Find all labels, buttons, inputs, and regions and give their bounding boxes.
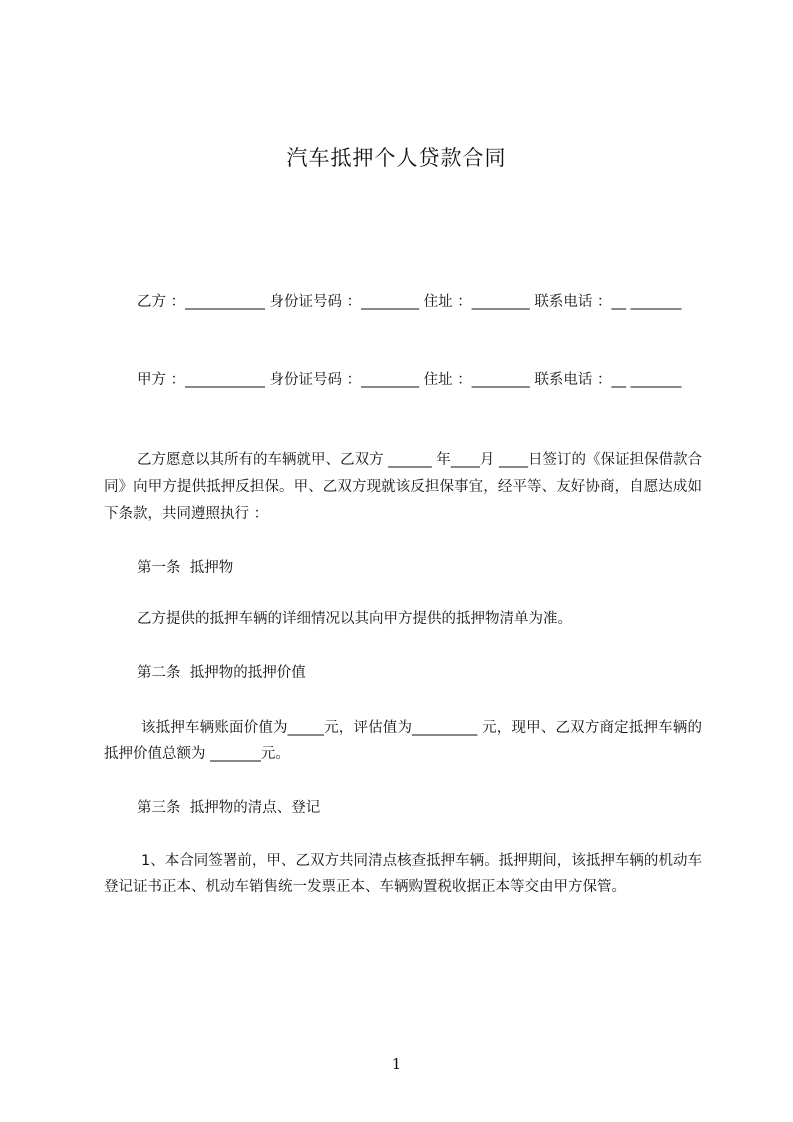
party-b-info: 乙方 ：___________ 身份证号码 ：________ 住址 ：________ 联系电话 ：__ _______ — [137, 294, 682, 310]
article-3-heading: 第三条 抵押物的清点、登记 — [137, 800, 321, 816]
article-2-heading: 第二条 抵押物的抵押价值 — [137, 665, 306, 681]
intro-paragraph: 乙方愿意以其所有的车辆就甲、乙双方 ______ 年____月 ____日签订的《保证担保借款合同》向甲方提供抵押反担保。甲、乙双方现就该反担保事宜，经平等、友好协商，自愿达成如下条款，共同遵照执行 ： — [104, 452, 702, 522]
article-1-body: 乙方提供的抵押车辆的详细情况以其向甲方提供的抵押物清单为准。 — [137, 611, 572, 627]
page-number: 1 — [391, 1055, 402, 1073]
document-title: 汽车抵押个人贷款合同 — [286, 146, 507, 170]
article-3-item-1: 1、本合同签署前，甲、乙双方共同清点核查抵押车辆。抵押期间，该抵押车辆的机动车登记证书正本、机动车销售统一发票正本、车辆购置税收据正本等交由甲方保管。 — [104, 853, 702, 895]
article-2-body: 该抵押车辆账面价值为_____元，评估值为_________ 元，现甲、乙双方商定抵押车辆的抵押价值总额为 _______元。 — [104, 720, 702, 762]
party-a-info: 甲方 ：___________ 身份证号码 ：________ 住址 ：________ 联系电话 ：__ _______ — [137, 372, 682, 388]
article-1-heading: 第一条 抵押物 — [137, 560, 234, 576]
